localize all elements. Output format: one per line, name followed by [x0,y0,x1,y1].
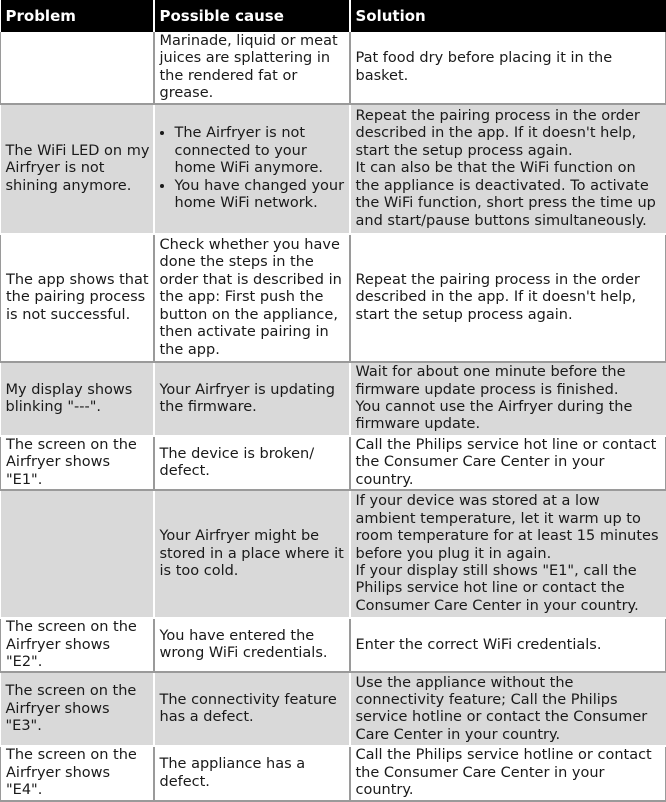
cause-bullet-item: • You have changed your home WiFi network. [175,178,346,213]
solution-extra-text: You cannot use the Airfryer during the firmware update. [355,399,633,433]
cause-cell: Your Airfryer is updating the firmware. [154,362,350,436]
problem-cell: The app shows that the pairing process is not successful. [1,234,154,362]
problem-cell: The screen on the Airfryer shows "E3". [1,672,154,746]
table-header-row [1,0,666,32]
cause-cell: The device is broken/ defect. [154,436,350,490]
problem-cell [1,32,154,104]
problem-cell: The screen on the Airfryer shows "E4". [1,746,154,800]
table-row [1,490,666,618]
table-row [1,618,666,672]
cause-cell: Your Airfryer might be stored in a place where it is too cold. [154,490,350,618]
problem-cell: My display shows blinking "---". [1,362,154,436]
problem-cell: The screen on the Airfryer shows "E1". [1,436,154,490]
solution-cell: Call the Philips service hot line or contact the Consumer Care Center in your country. [350,436,666,490]
cause-cell: The connectivity feature has a defect. [154,672,350,746]
header-possible-cause: Possible cause [154,0,350,32]
table-row [1,672,666,746]
solution-extra-text: It can also be that the WiFi function on the appliance is deactivated. To activate the WiFi function, short press the time up and start/pause buttons simultaneously. [355,160,656,229]
table-row [1,32,666,104]
table-row [1,362,666,436]
problem-cell [1,490,154,618]
solution-cell [350,490,666,618]
cause-cell: Marinade, liquid or meat juices are splattering in the rendered fat or grease. [154,32,350,104]
solution-cell [350,362,666,436]
table-row [1,746,666,800]
table-row [1,436,666,490]
problem-cell: The WiFi LED on my Airfryer is not shining anymore. [1,104,154,234]
table-row [1,104,666,234]
solution-cell: Call the Philips service hotline or contact the Consumer Care Center in your country. [350,746,666,800]
solution-cell: Repeat the pairing process in the order described in the app. If it doesn't help, start the setup process again. [350,234,666,362]
solution-extra-text: If your display still shows "E1", call the Philips service hot line or contact the Consumer Care Center in your country. [355,562,639,614]
solution-cell: Enter the correct WiFi credentials. [350,618,666,672]
solution-text: Repeat the pairing process in the order described in the app. If it doesn't help, start the setup process again. [355,108,640,159]
header-solution: Solution [350,0,666,32]
cause-cell: Check whether you have done the steps in the order that is described in the app: First push the button on the appliance, then activate pairing in the app. [154,234,350,362]
solution-cell [350,104,666,234]
cause-bullet-list [160,125,346,212]
table-row [1,234,666,362]
solution-cell: Pat food dry before placing it in the basket. [350,32,666,104]
cause-bullet-item: • The Airfryer is not connected to your home WiFi anymore. [175,125,346,177]
cause-cell: You have entered the wrong WiFi credentials. [154,618,350,672]
problem-cell: The screen on the Airfryer shows "E2". [1,618,154,672]
cause-cell [154,104,350,234]
solution-text: Wait for about one minute before the firmware update process is finished. [355,364,626,398]
solution-text: If your device was stored at a low ambient temperature, let it warm up to room temperature for at least 15 minutes before you plug it in again. [355,493,659,562]
solution-cell: Use the appliance without the connectivity feature; Call the Philips service hotline or contact the Consumer Care Center in your country. [350,672,666,746]
cause-cell: The appliance has a defect. [154,746,350,800]
header-problem: Problem [1,0,154,32]
